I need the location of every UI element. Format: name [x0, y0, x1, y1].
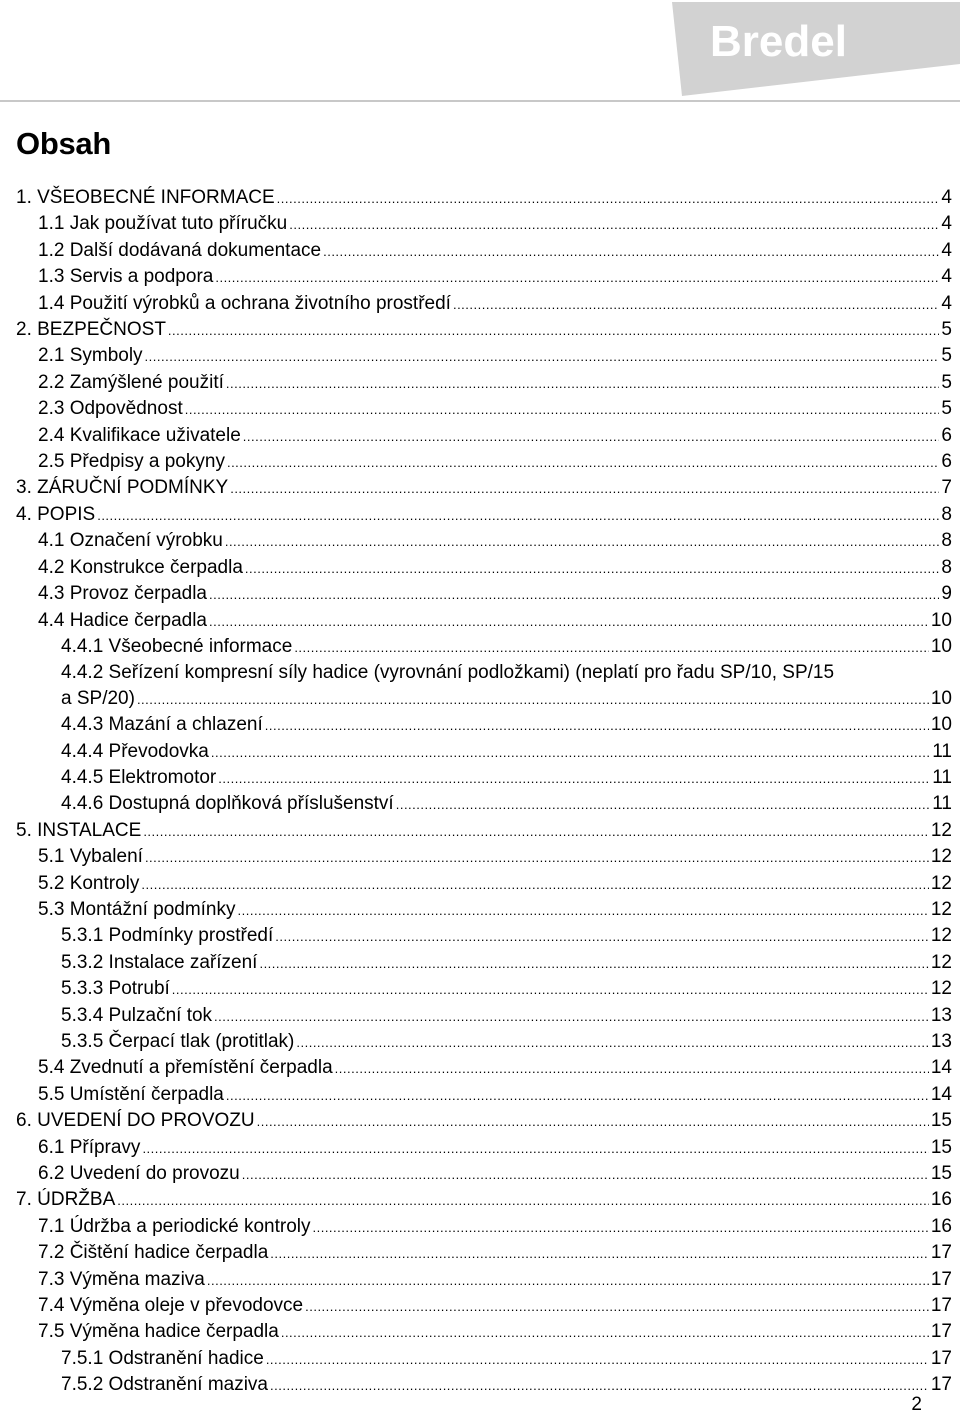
logo-text: Bredel	[710, 17, 847, 66]
toc-entry-page: 17	[930, 1268, 952, 1290]
toc-entry-page: 16	[930, 1215, 952, 1237]
toc-entry[interactable]	[0, 1029, 960, 1055]
toc-entry-title: 4.1 Označení výrobku	[38, 530, 223, 552]
dot-leader	[289, 212, 939, 237]
toc-entry-title: 2.3 Odpovědnost	[38, 398, 183, 420]
dot-leader	[335, 1056, 929, 1081]
toc-entry-title: 4.4.6 Dostupná doplňková příslušenství	[61, 793, 394, 815]
toc-entry-page: 17	[930, 1242, 952, 1264]
toc-entry-page: 10	[930, 635, 952, 657]
toc-entry[interactable]	[0, 897, 960, 923]
toc-entry[interactable]	[0, 581, 960, 607]
toc-entry-title: 1.3 Servis a podpora	[38, 266, 214, 288]
toc-entry-page: 6	[941, 451, 952, 473]
toc-entry[interactable]	[0, 1082, 960, 1108]
dot-leader	[323, 239, 939, 264]
toc-entry-page: 8	[941, 530, 952, 552]
dot-leader	[226, 1083, 929, 1108]
toc-entry-page: 5	[941, 398, 952, 420]
toc-entry-page: 14	[930, 1083, 952, 1105]
toc-entry[interactable]	[0, 765, 960, 791]
dot-leader	[225, 529, 940, 554]
dot-leader	[275, 924, 929, 949]
toc-entry-title: 1. VŠEOBECNÉ INFORMACE	[16, 187, 275, 208]
toc-entry-title: 4.4 Hadice čerpadla	[38, 609, 207, 631]
toc-entry-page: 8	[941, 503, 952, 525]
dot-leader	[142, 1136, 928, 1161]
toc-entry-title-continuation: a SP/20)	[61, 687, 135, 709]
toc-entry-page: 12	[930, 872, 952, 894]
toc-entry-page: 17	[930, 1347, 952, 1369]
toc-entry-title: 4. POPIS	[16, 503, 96, 525]
toc-entry-title: 5.4 Zvednutí a přemístění čerpadla	[38, 1057, 333, 1079]
toc-entry-title: 5.3.1 Podmínky prostředí	[61, 925, 274, 947]
dot-leader	[117, 1188, 929, 1213]
toc-entry-title: 2.1 Symboly	[38, 345, 143, 367]
dot-leader	[227, 450, 939, 475]
toc-entry[interactable]	[0, 528, 960, 554]
toc-entry-page: 8	[941, 556, 952, 578]
toc-entry[interactable]	[0, 1187, 960, 1213]
toc-entry-title: 2.5 Předpisy a pokyny	[38, 451, 225, 473]
toc-entry[interactable]	[0, 712, 960, 738]
dot-leader	[242, 1162, 929, 1187]
toc-entry-title: 5.3.2 Instalace zařízení	[61, 951, 258, 973]
toc-entry-title: 6. UVEDENÍ DO PROVOZU	[16, 1110, 255, 1132]
toc-entry[interactable]	[0, 1108, 960, 1134]
toc-entry-page: 15	[930, 1163, 952, 1185]
toc-entry[interactable]	[0, 423, 960, 449]
toc-entry-title: 7.4 Výměna oleje v převodovce	[38, 1295, 304, 1317]
toc-entry-title: 1.2 Další dodávaná dokumentace	[38, 239, 322, 261]
toc-entry[interactable]	[0, 1055, 960, 1081]
toc-entry-page: 4	[941, 266, 952, 288]
toc-entry-page: 7	[941, 477, 952, 499]
toc-entry-title: 5.3 Montážní podmínky	[38, 898, 236, 920]
toc-entry[interactable]	[0, 634, 960, 660]
toc-entry[interactable]	[0, 1293, 960, 1319]
page-title: Obsah	[16, 126, 111, 161]
toc-entry[interactable]	[0, 1214, 960, 1240]
toc-entry-title: 1.1 Jak používat tuto příručku	[38, 213, 288, 235]
dot-leader	[211, 740, 930, 765]
dot-leader	[207, 1268, 929, 1293]
dot-leader	[143, 819, 929, 844]
toc-entry[interactable]	[0, 1267, 960, 1293]
dot-leader	[296, 1030, 928, 1055]
toc-entry-title: 7.5 Výměna hadice čerpadla	[38, 1321, 279, 1343]
dot-leader	[218, 766, 930, 791]
toc-entry-page: 17	[930, 1321, 952, 1343]
dot-leader	[209, 582, 939, 607]
dot-leader	[270, 1373, 929, 1398]
toc-entry-title: 2. BEZPEČNOST	[16, 319, 166, 341]
toc-entry[interactable]	[0, 1372, 960, 1398]
toc-entry-page: 5	[941, 371, 952, 393]
toc-entry-page: 17	[930, 1295, 952, 1317]
toc-entry-page: 12	[930, 951, 952, 973]
toc-entry-title: 4.2 Konstrukce čerpadla	[38, 556, 243, 578]
toc-entry[interactable]	[0, 396, 960, 422]
toc-entry-title: 4.4.3 Mazání a chlazení	[61, 714, 263, 736]
toc-entry[interactable]	[0, 1346, 960, 1372]
dot-leader	[145, 845, 929, 870]
toc-entry-title: 5.3.4 Pulzační tok	[61, 1004, 213, 1026]
toc-entry-title: 7. ÚDRŽBA	[16, 1189, 116, 1211]
table-of-contents	[0, 185, 960, 1399]
toc-entry-title: 2.2 Zamýšlené použití	[38, 371, 224, 393]
dot-leader	[266, 1347, 929, 1372]
toc-entry[interactable]	[0, 818, 960, 844]
dot-leader	[168, 318, 940, 343]
dot-leader	[294, 635, 929, 660]
dot-leader	[141, 872, 928, 897]
dot-leader	[257, 1109, 929, 1134]
toc-entry[interactable]	[0, 449, 960, 475]
toc-entry-page: 11	[932, 793, 952, 815]
toc-entry-title: 5.3.3 Potrubí	[61, 978, 170, 1000]
toc-entry[interactable]	[0, 185, 960, 211]
toc-entry-title: 7.5.2 Odstranění maziva	[61, 1374, 268, 1396]
toc-entry-page: 5	[941, 345, 952, 367]
toc-entry-page: 14	[930, 1057, 952, 1079]
toc-entry[interactable]	[0, 1003, 960, 1029]
toc-entry-title: 4.4.5 Elektromotor	[61, 766, 217, 788]
dot-leader	[185, 397, 940, 422]
toc-entry[interactable]	[0, 1319, 960, 1345]
toc-entry-page: 6	[941, 424, 952, 446]
toc-entry[interactable]	[0, 370, 960, 396]
toc-entry[interactable]	[0, 739, 960, 765]
toc-entry-title: 5.2 Kontroly	[38, 872, 140, 894]
dot-leader	[312, 1215, 928, 1240]
toc-entry-page: 13	[930, 1004, 952, 1026]
dot-leader	[230, 476, 939, 501]
dot-leader	[214, 1004, 929, 1029]
toc-entry[interactable]	[0, 555, 960, 581]
dot-leader	[145, 344, 940, 369]
toc-entry-title: 7.1 Údržba a periodické kontroly	[38, 1215, 311, 1237]
toc-entry-page: 5	[941, 319, 952, 341]
toc-entry[interactable]	[0, 844, 960, 870]
dot-leader	[97, 503, 939, 528]
toc-entry-title: 4.3 Provoz čerpadla	[38, 583, 207, 605]
header-divider	[0, 100, 960, 102]
toc-entry-page: 11	[932, 766, 952, 788]
toc-entry[interactable]	[0, 976, 960, 1002]
toc-entry[interactable]	[0, 608, 960, 634]
dot-leader	[281, 1320, 929, 1345]
toc-entry-title: 4.4.2 Seřízení kompresní síly hadice (vyrovnání podložkami) (neplatí pro řadu SP/10, SP/15	[61, 662, 835, 684]
dot-leader	[265, 713, 929, 738]
toc-entry-title: 4.4.4 Převodovka	[61, 740, 209, 762]
toc-entry-title: 5.5 Umístění čerpadla	[38, 1083, 224, 1105]
toc-entry[interactable]	[0, 1135, 960, 1161]
dot-leader	[259, 951, 928, 976]
toc-entry[interactable]	[0, 791, 960, 817]
toc-entry-page: 10	[930, 714, 952, 736]
toc-entry[interactable]	[0, 871, 960, 897]
toc-entry[interactable]	[0, 502, 960, 528]
toc-entry[interactable]	[0, 475, 960, 501]
toc-entry[interactable]	[0, 1240, 960, 1266]
toc-entry-title: 2.4 Kvalifikace uživatele	[38, 424, 241, 446]
toc-entry-title: 5. INSTALACE	[16, 819, 142, 841]
toc-entry[interactable]	[0, 923, 960, 949]
toc-entry[interactable]	[0, 238, 960, 264]
dot-leader	[209, 609, 929, 634]
toc-entry[interactable]	[0, 950, 960, 976]
dot-leader	[453, 292, 939, 317]
toc-entry-title: 7.2 Čištění hadice čerpadla	[38, 1242, 269, 1264]
dot-leader	[277, 186, 940, 211]
toc-entry-page: 4	[941, 239, 952, 261]
dot-leader	[137, 687, 929, 712]
toc-entry[interactable]	[0, 211, 960, 237]
toc-entry-page: 10	[930, 609, 952, 631]
toc-entry-page: 11	[932, 740, 952, 762]
toc-entry-page: 15	[930, 1110, 952, 1132]
toc-entry-page: 12	[930, 925, 952, 947]
page-number: 2	[911, 1394, 922, 1415]
toc-entry-page: 4	[941, 213, 952, 235]
toc-entry-title: 3. ZÁRUČNÍ PODMÍNKY	[16, 477, 229, 499]
toc-entry-page: 10	[930, 687, 952, 709]
toc-entry-page: 9	[941, 583, 952, 605]
toc-entry-page: 4	[941, 187, 952, 208]
dot-leader	[245, 556, 940, 581]
toc-entry-page: 12	[930, 846, 952, 868]
toc-entry-title: 1.4 Použití výrobků a ochrana životního prostředí	[38, 292, 451, 314]
toc-entry-page: 17	[930, 1374, 952, 1396]
toc-entry[interactable]	[0, 264, 960, 290]
toc-entry-page: 4	[941, 292, 952, 314]
toc-entry-page: 12	[930, 978, 952, 1000]
toc-entry-title: 7.5.1 Odstranění hadice	[61, 1347, 264, 1369]
dot-leader	[243, 424, 940, 449]
toc-entry[interactable]	[0, 343, 960, 369]
dot-leader	[238, 898, 929, 923]
toc-entry-title: 5.1 Vybalení	[38, 846, 143, 868]
toc-entry-title: 4.4.1 Všeobecné informace	[61, 635, 293, 657]
bredel-logo	[668, 0, 960, 98]
dot-leader	[305, 1294, 929, 1319]
toc-entry-page: 16	[930, 1189, 952, 1211]
dot-leader	[226, 371, 940, 396]
toc-entry-page: 12	[930, 819, 952, 841]
toc-entry-page: 13	[930, 1031, 952, 1052]
dot-leader	[270, 1241, 929, 1266]
toc-entry-page: 12	[930, 898, 952, 920]
toc-entry[interactable]	[0, 660, 960, 712]
toc-entry[interactable]	[0, 291, 960, 317]
dot-leader	[396, 792, 931, 817]
toc-entry-title: 5.3.5 Čerpací tlak (protitlak)	[61, 1031, 295, 1052]
dot-leader	[215, 265, 939, 290]
toc-entry[interactable]	[0, 1161, 960, 1187]
toc-entry-page: 15	[930, 1136, 952, 1158]
dot-leader	[172, 977, 929, 1002]
toc-entry-title: 6.1 Přípravy	[38, 1136, 141, 1158]
toc-entry[interactable]	[0, 317, 960, 343]
toc-entry-title: 6.2 Uvedení do provozu	[38, 1163, 240, 1185]
toc-entry-title: 7.3 Výměna maziva	[38, 1268, 205, 1290]
